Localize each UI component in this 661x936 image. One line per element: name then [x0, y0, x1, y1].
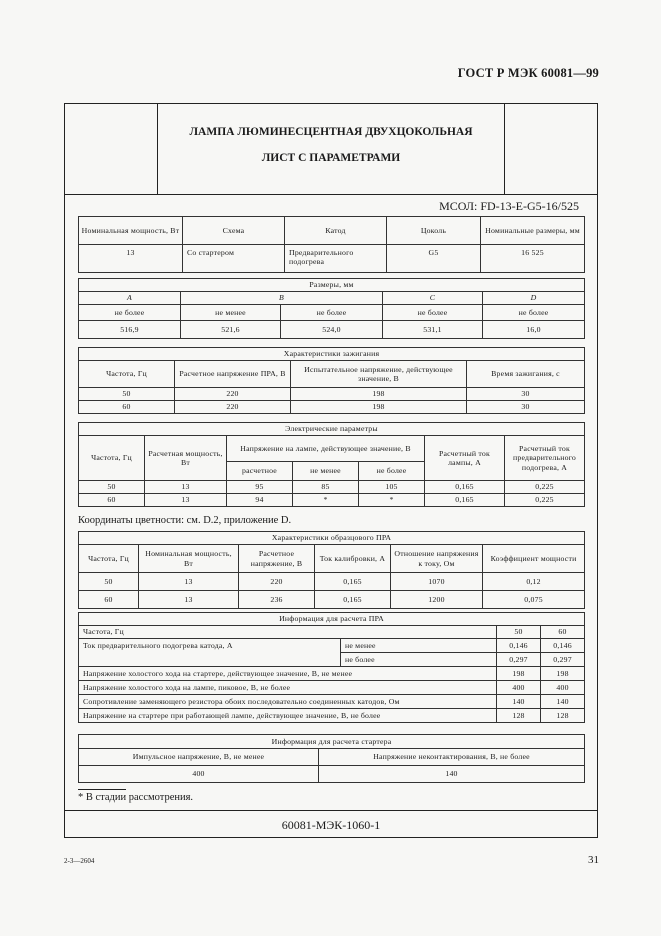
- header-cell: Частота, Гц: [79, 545, 139, 573]
- value-cell: 50: [79, 573, 139, 591]
- value-cell: 0,165: [315, 573, 391, 591]
- column-header: C: [383, 292, 483, 305]
- footnote-rule: [78, 789, 126, 790]
- title-box-right-cell: [504, 103, 598, 195]
- header-cell: Расчетная мощность, Вт: [145, 436, 227, 481]
- value-cell: 0,146: [497, 639, 541, 653]
- value-cell: 50: [79, 388, 175, 401]
- sub-header: не более: [359, 462, 425, 481]
- value-cell: 16 525: [481, 245, 585, 273]
- table-title: Размеры, мм: [79, 279, 585, 292]
- sub-header: не более: [79, 305, 181, 321]
- sheet-title-line1: ЛАМПА ЛЮМИНЕСЦЕНТНАЯ ДВУХЦОКОЛЬНАЯ: [189, 126, 473, 138]
- value-cell: 0,165: [425, 494, 505, 507]
- table-title: Электрические параметры: [79, 423, 585, 436]
- sub-header: не менее: [293, 462, 359, 481]
- value-cell: 0,12: [483, 573, 585, 591]
- value-cell: 220: [175, 388, 291, 401]
- sub-header: не более: [281, 305, 383, 321]
- header-cell: Номинальная мощность, Вт: [79, 217, 183, 245]
- column-header: D: [483, 292, 585, 305]
- value-cell: 400: [79, 766, 319, 783]
- table-title: Характеристики образцового ПРА: [79, 532, 585, 545]
- value-cell: 13: [79, 245, 183, 273]
- value-cell: 13: [145, 481, 227, 494]
- header-cell: Номинальная мощность, Вт: [139, 545, 239, 573]
- page-number: 31: [588, 854, 599, 866]
- sheet-title-line2: ЛИСТ С ПАРАМЕТРАМИ: [261, 152, 401, 164]
- header-cell: Схема: [183, 217, 285, 245]
- footer-divider: [64, 810, 598, 811]
- value-cell: Предварительного подогрева: [285, 245, 387, 273]
- value-cell: 0,225: [505, 494, 585, 507]
- value-cell: 13: [139, 573, 239, 591]
- value-cell: 521,6: [181, 321, 281, 339]
- lamp-designation: МСОЛ: FD-13-E-G5-16/525: [439, 199, 579, 213]
- value-cell: 1070: [391, 573, 483, 591]
- value-cell: 30: [467, 401, 585, 414]
- value-cell: 16,0: [483, 321, 585, 339]
- header-cell: Расчетный ток лампы, А: [425, 436, 505, 481]
- value-cell: 128: [497, 709, 541, 723]
- header-cell: Время зажигания, с: [467, 361, 585, 388]
- chromaticity-note: Координаты цветности: см. D.2, приложение D.: [78, 515, 292, 526]
- value-cell: 140: [541, 695, 585, 709]
- header-cell: Частота, Гц: [79, 436, 145, 481]
- header-cell: Напряжение неконтактирования, В, не более: [319, 749, 585, 766]
- title-box-left-cell: [64, 103, 158, 195]
- value-cell: 60: [79, 591, 139, 609]
- header-cell: Импульсное напряжение, В, не менее: [79, 749, 319, 766]
- limit-label: не менее: [341, 639, 497, 653]
- value-cell: 524,0: [281, 321, 383, 339]
- limit-label: не более: [341, 653, 497, 667]
- sub-header: не менее: [181, 305, 281, 321]
- value-cell: 198: [291, 401, 467, 414]
- value-cell: 198: [541, 667, 585, 681]
- value-cell: 140: [319, 766, 585, 783]
- value-cell: 13: [145, 494, 227, 507]
- value-cell: 0,225: [505, 481, 585, 494]
- sub-header: расчетное: [227, 462, 293, 481]
- value-cell: 0,165: [425, 481, 505, 494]
- table-title: Информация для расчета стартера: [79, 735, 585, 749]
- standard-header: ГОСТ Р МЭК 60081—99: [457, 66, 599, 80]
- header-cell: Напряжение на лампе, действующее значение, В: [227, 436, 425, 462]
- table-title: Характеристики зажигания: [79, 348, 585, 361]
- lamp-main-table: [78, 216, 585, 273]
- header-cell: Отношение напряжения к току, Ом: [391, 545, 483, 573]
- value-cell: 220: [239, 573, 315, 591]
- header-cell: Номинальные размеры, мм: [481, 217, 585, 245]
- value-cell: 220: [175, 401, 291, 414]
- header-cell: Частота, Гц: [79, 361, 175, 388]
- value-cell: 0,165: [315, 591, 391, 609]
- value-cell: 60: [541, 626, 585, 639]
- row-label: Напряжение на стартере при работающей лампе, действующее значение, В, не более: [79, 709, 497, 723]
- value-cell: 198: [497, 667, 541, 681]
- value-cell: 50: [497, 626, 541, 639]
- row-label: Напряжение холостого хода на стартере, действующее значение, В, не менее: [79, 667, 497, 681]
- value-cell: *: [293, 494, 359, 507]
- value-cell: 0,146: [541, 639, 585, 653]
- header-cell: Ток калибровки, А: [315, 545, 391, 573]
- value-cell: 400: [541, 681, 585, 695]
- header-cell: Испытательное напряжение, действующее значение, В: [291, 361, 467, 388]
- sub-header: не более: [383, 305, 483, 321]
- value-cell: 105: [359, 481, 425, 494]
- row-label: Частота, Гц: [79, 626, 497, 639]
- value-cell: 94: [227, 494, 293, 507]
- value-cell: 30: [467, 388, 585, 401]
- value-cell: 516,9: [79, 321, 181, 339]
- value-cell: 1200: [391, 591, 483, 609]
- value-cell: *: [359, 494, 425, 507]
- dimensions-table: [78, 278, 585, 339]
- value-cell: Со стартером: [183, 245, 285, 273]
- value-cell: 50: [79, 481, 145, 494]
- header-cell: Расчетное напряжение, В: [239, 545, 315, 573]
- sheet-code: 60081-МЭК-1060-1: [281, 818, 381, 832]
- header-cell: Цоколь: [387, 217, 481, 245]
- header-cell: Расчетный ток предварительного подогрева, А: [505, 436, 585, 481]
- row-label: Сопротивление заменяющего резистора обоих последовательно соединенных катодов, Ом: [79, 695, 497, 709]
- value-cell: 236: [239, 591, 315, 609]
- value-cell: 140: [497, 695, 541, 709]
- value-cell: 128: [541, 709, 585, 723]
- value-cell: 95: [227, 481, 293, 494]
- row-label: Напряжение холостого хода на лампе, пиковое, В, не более: [79, 681, 497, 695]
- value-cell: 0,297: [497, 653, 541, 667]
- ignition-table: [78, 347, 585, 414]
- value-cell: 60: [79, 494, 145, 507]
- electrical-table: [78, 422, 585, 507]
- table-title: Информация для расчета ПРА: [79, 613, 585, 626]
- print-number: 2-3—2604: [64, 857, 95, 865]
- value-cell: 198: [291, 388, 467, 401]
- column-header: A: [79, 292, 181, 305]
- value-cell: 0,297: [541, 653, 585, 667]
- header-cell: Расчетное напряжение ПРА, В: [175, 361, 291, 388]
- value-cell: 60: [79, 401, 175, 414]
- sub-header: не более: [483, 305, 585, 321]
- footnote: * В стадии рассмотрения.: [78, 792, 194, 803]
- value-cell: G5: [387, 245, 481, 273]
- column-header: B: [181, 292, 383, 305]
- starter-design-table: [78, 734, 585, 783]
- value-cell: 0,075: [483, 591, 585, 609]
- reference-ballast-table: [78, 531, 585, 609]
- ballast-design-table: [78, 612, 585, 723]
- value-cell: 13: [139, 591, 239, 609]
- value-cell: 400: [497, 681, 541, 695]
- value-cell: 531,1: [383, 321, 483, 339]
- header-cell: Коэффициент мощности: [483, 545, 585, 573]
- header-cell: Катод: [285, 217, 387, 245]
- value-cell: 85: [293, 481, 359, 494]
- row-label: Ток предварительного подогрева катода, А: [79, 639, 341, 667]
